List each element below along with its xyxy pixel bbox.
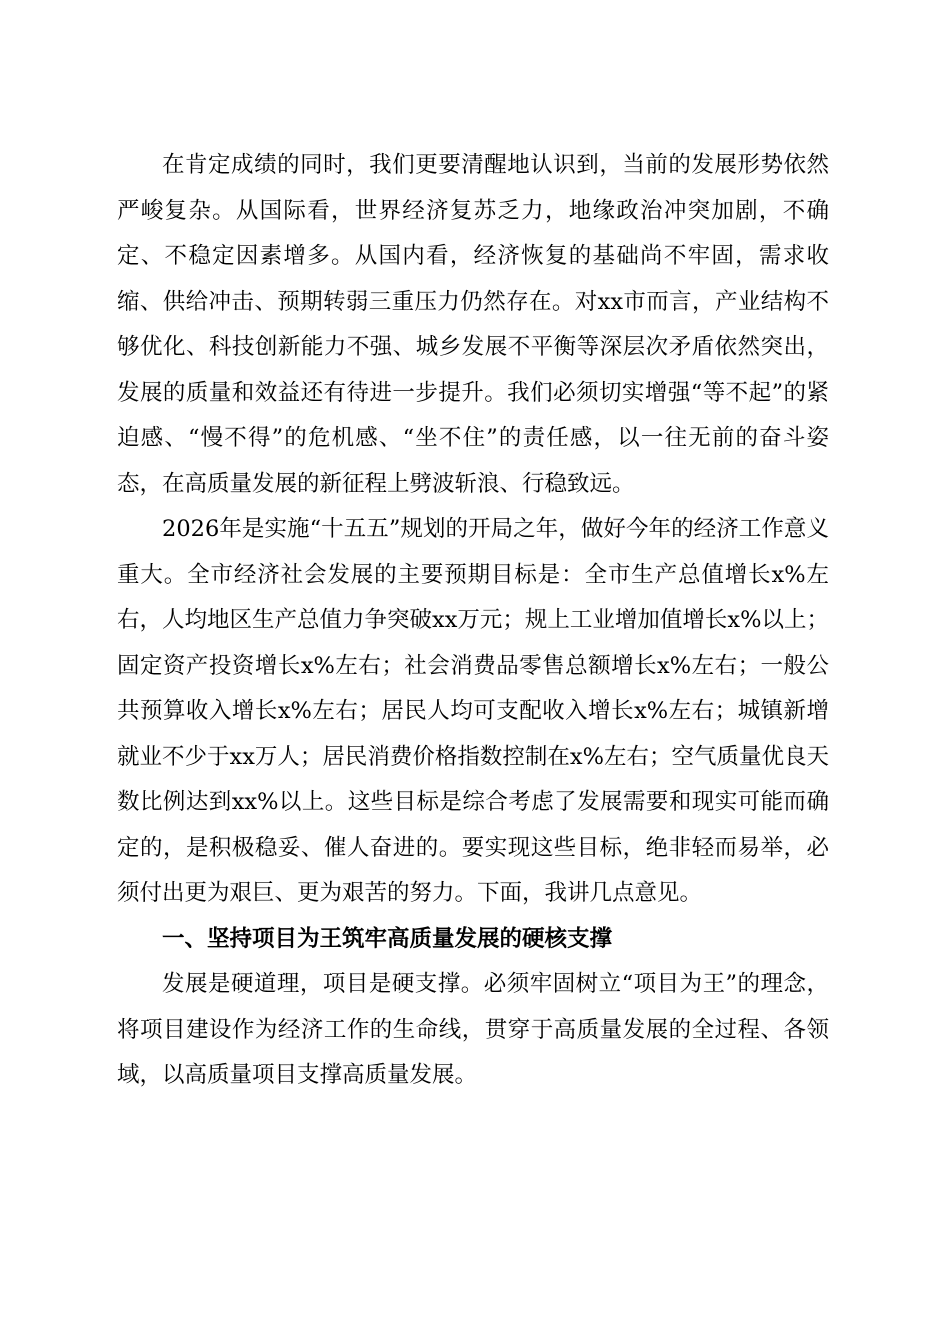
section-heading-projects: 一、坚持项目为王筑牢高质量发展的硬核支撑 [162, 925, 613, 952]
paragraph-projects: 发展是硬道理，项目是硬支撑。必须牢固树立“项目为王”的理念，将项目建设作为经济工作的生命线，贯穿于高质量发展的全过程、各领域，以高质量项目支撑高质量发展。 [117, 971, 829, 1088]
paragraph-targets: 2026年是实施“十五五”规划的开局之年，做好今年的经济工作意义重大。全市经济社会发展的主要预期目标是：全市生产总值增长x%左右，人均地区生产总值力争突破xx万元；规上工业增加值增长x%以上；固定资产投资增长x%左右；社会消费品零售总额增长x%左右；一般公共预算收入增长x%左右；居民人均可支配收入增长x%左右；城镇新增就业不少于xx万人；居民消费价格指数控制在x%左右；空气质量优良天数比例达到xx%以上。这些目标是综合考虑了发展需要和现实可能而确定的，是积极稳妥、催人奋进的。要实现这些目标，绝非轻而易举，必须付出更为艰巨、更为艰苦的努力。下面，我讲几点意见。 [117, 516, 829, 906]
paragraph-challenges: 在肯定成绩的同时，我们更要清醒地认识到，当前的发展形势依然严峻复杂。从国际看，世界经济复苏乏力，地缘政治冲突加剧，不确定、不稳定因素增多。从国内看，经济恢复的基础尚不牢固，需求收缩、供给冲击、预期转弱三重压力仍然存在。对xx市而言，产业结构不够优化、科技创新能力不强、城乡发展不平衡等深层次矛盾依然突出，发展的质量和效益还有待进一步提升。我们必须切实增强“等不起”的紧迫感、“慢不得”的危机感、“坐不住”的责任感，以一往无前的奋斗姿态，在高质量发展的新征程上劈波斩浪、行稳致远。 [117, 152, 829, 497]
document-body [117, 143, 829, 1099]
